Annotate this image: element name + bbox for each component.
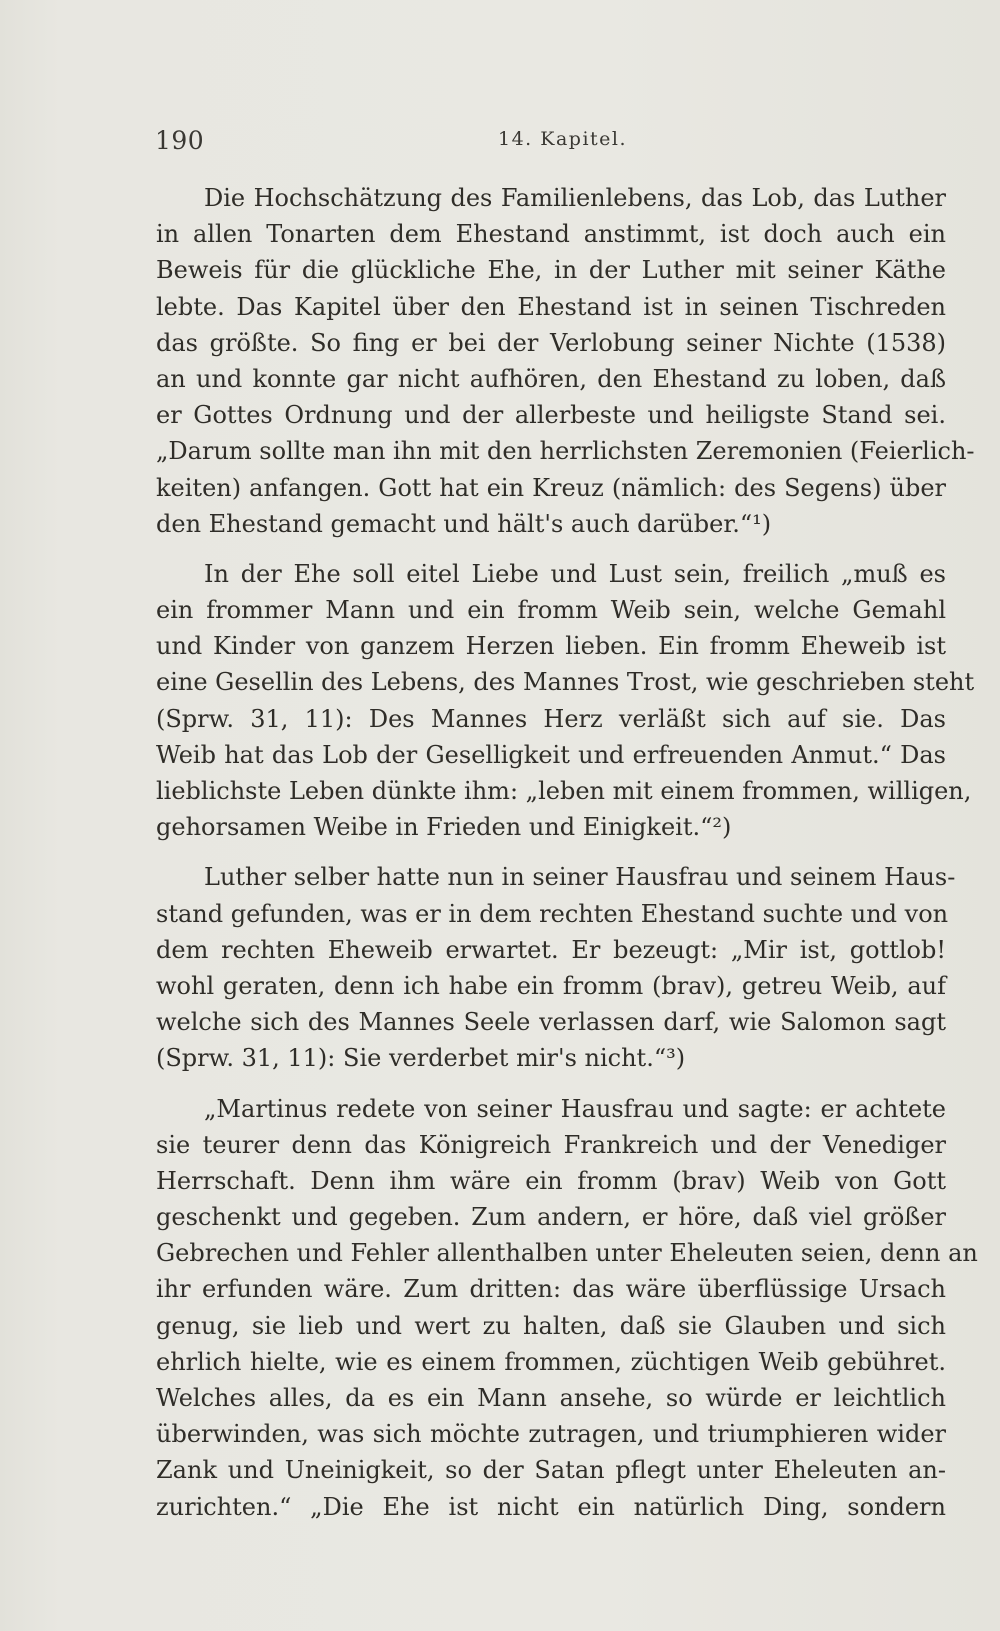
text-line: Die Hochschätzung des Familienlebens, das Lob, das Luther: [204, 184, 946, 212]
text-line: Welches alles, da es ein Mann ansehe, so würde er leichtlich: [156, 1384, 946, 1412]
page-number: 190: [155, 126, 205, 155]
text-line: „Martinus redete von seiner Hausfrau und sagte: er achtete: [204, 1094, 946, 1123]
text-line: keiten) anfangen. Gott hat ein Kreuz (nämlich: des Segens) über: [156, 473, 946, 502]
text-line: den Ehestand gemacht und hält's auch darüber.“¹): [156, 509, 772, 538]
paragraph: [156, 1091, 978, 1525]
text-line: Gebrechen und Fehler allenthalben unter Eheleuten seien, denn an: [156, 1239, 978, 1268]
text-line: stand gefunden, was er in dem rechten Ehestand suchte und von: [156, 899, 949, 928]
text-line: (Sprw. 31, 11): Sie verderbet mir's nicht.“³): [156, 1044, 686, 1073]
text-line: (Sprw. 31, 11): Des Mannes Herz verläßt sich auf sie. Das: [156, 704, 946, 733]
text-line: sie teurer denn das Königreich Frankreich und der Venediger: [156, 1130, 946, 1159]
text-line: welche sich des Mannes Seele verlassen darf, wie Salomon sagt: [156, 1008, 946, 1037]
text-line: wohl geraten, denn ich habe ein fromm (brav), getreu Weib, auf: [156, 971, 946, 1000]
text-line: ein frommer Mann und ein fromm Weib sein, welche Gemahl: [156, 596, 946, 625]
text-line: Weib hat das Lob der Geselligkeit und erfreuenden Anmut.“ Das: [156, 740, 946, 769]
text-line: ihr erfunden wäre. Zum dritten: das wäre überflüssige Ursach: [156, 1275, 946, 1304]
text-line: Zank und Uneinigkeit, so der Satan pflegt unter Eheleuten an-: [156, 1456, 946, 1485]
text-line: und Kinder von ganzem Herzen lieben. Ein fromm Eheweib ist: [156, 632, 946, 661]
text-line: das größte. So fing er bei der Verlobung seiner Nichte (1538): [156, 328, 946, 357]
text-line: zurichten.“ „Die Ehe ist nicht ein natürlich Ding, sondern: [156, 1492, 946, 1521]
page-header: [155, 120, 945, 160]
text-line: genug, sie lieb und wert zu halten, daß sie Glauben und sich: [156, 1311, 946, 1340]
text-line: In der Ehe soll eitel Liebe und Lust sein, freilich „muß es: [204, 559, 946, 588]
text-line: Herrschaft. Denn ihm wäre ein fromm (brav) Weib von Gott: [156, 1166, 946, 1195]
text-line: „Darum sollte man ihn mit den herrlichsten Zeremonien (Feierlich-: [156, 437, 975, 466]
body-text: [156, 180, 978, 1539]
running-head: 14. Kapitel.: [498, 128, 628, 150]
text-line: Beweis für die glückliche Ehe, in der Luther mit seiner Käthe: [156, 256, 946, 285]
text-line: geschenkt und gegeben. Zum andern, er höre, daß viel größer: [156, 1203, 946, 1232]
text-line: dem rechten Eheweib erwartet. Er bezeugt: „Mir ist, gottlob!: [156, 935, 946, 964]
text-line: ehrlich hielte, wie es einem frommen, züchtigen Weib gebühret.: [156, 1347, 946, 1376]
text-line: überwinden, was sich möchte zutragen, und triumphieren wider: [156, 1420, 946, 1449]
text-line: er Gottes Ordnung und der allerbeste und heiligste Stand sei.: [156, 401, 946, 430]
paragraph: [156, 556, 975, 846]
text-line: Luther selber hatte nun in seiner Hausfrau und seinem Haus-: [204, 863, 956, 892]
text-line: an und konnte gar nicht aufhören, den Ehestand zu loben, daß: [156, 364, 946, 393]
text-line: eine Gesellin des Lebens, des Mannes Trost, wie geschrieben steht: [156, 668, 975, 697]
paragraph: [156, 180, 975, 542]
text-line: gehorsamen Weibe in Frieden und Einigkeit.“²): [156, 813, 732, 842]
text-line: lebte. Das Kapitel über den Ehestand ist in seinen Tischreden: [156, 292, 946, 321]
text-line: lieblichste Leben dünkte ihm: „leben mit einem frommen, willigen,: [156, 777, 972, 805]
paragraph: [156, 859, 956, 1076]
text-line: in allen Tonarten dem Ehestand anstimmt, ist doch auch ein: [156, 220, 946, 249]
